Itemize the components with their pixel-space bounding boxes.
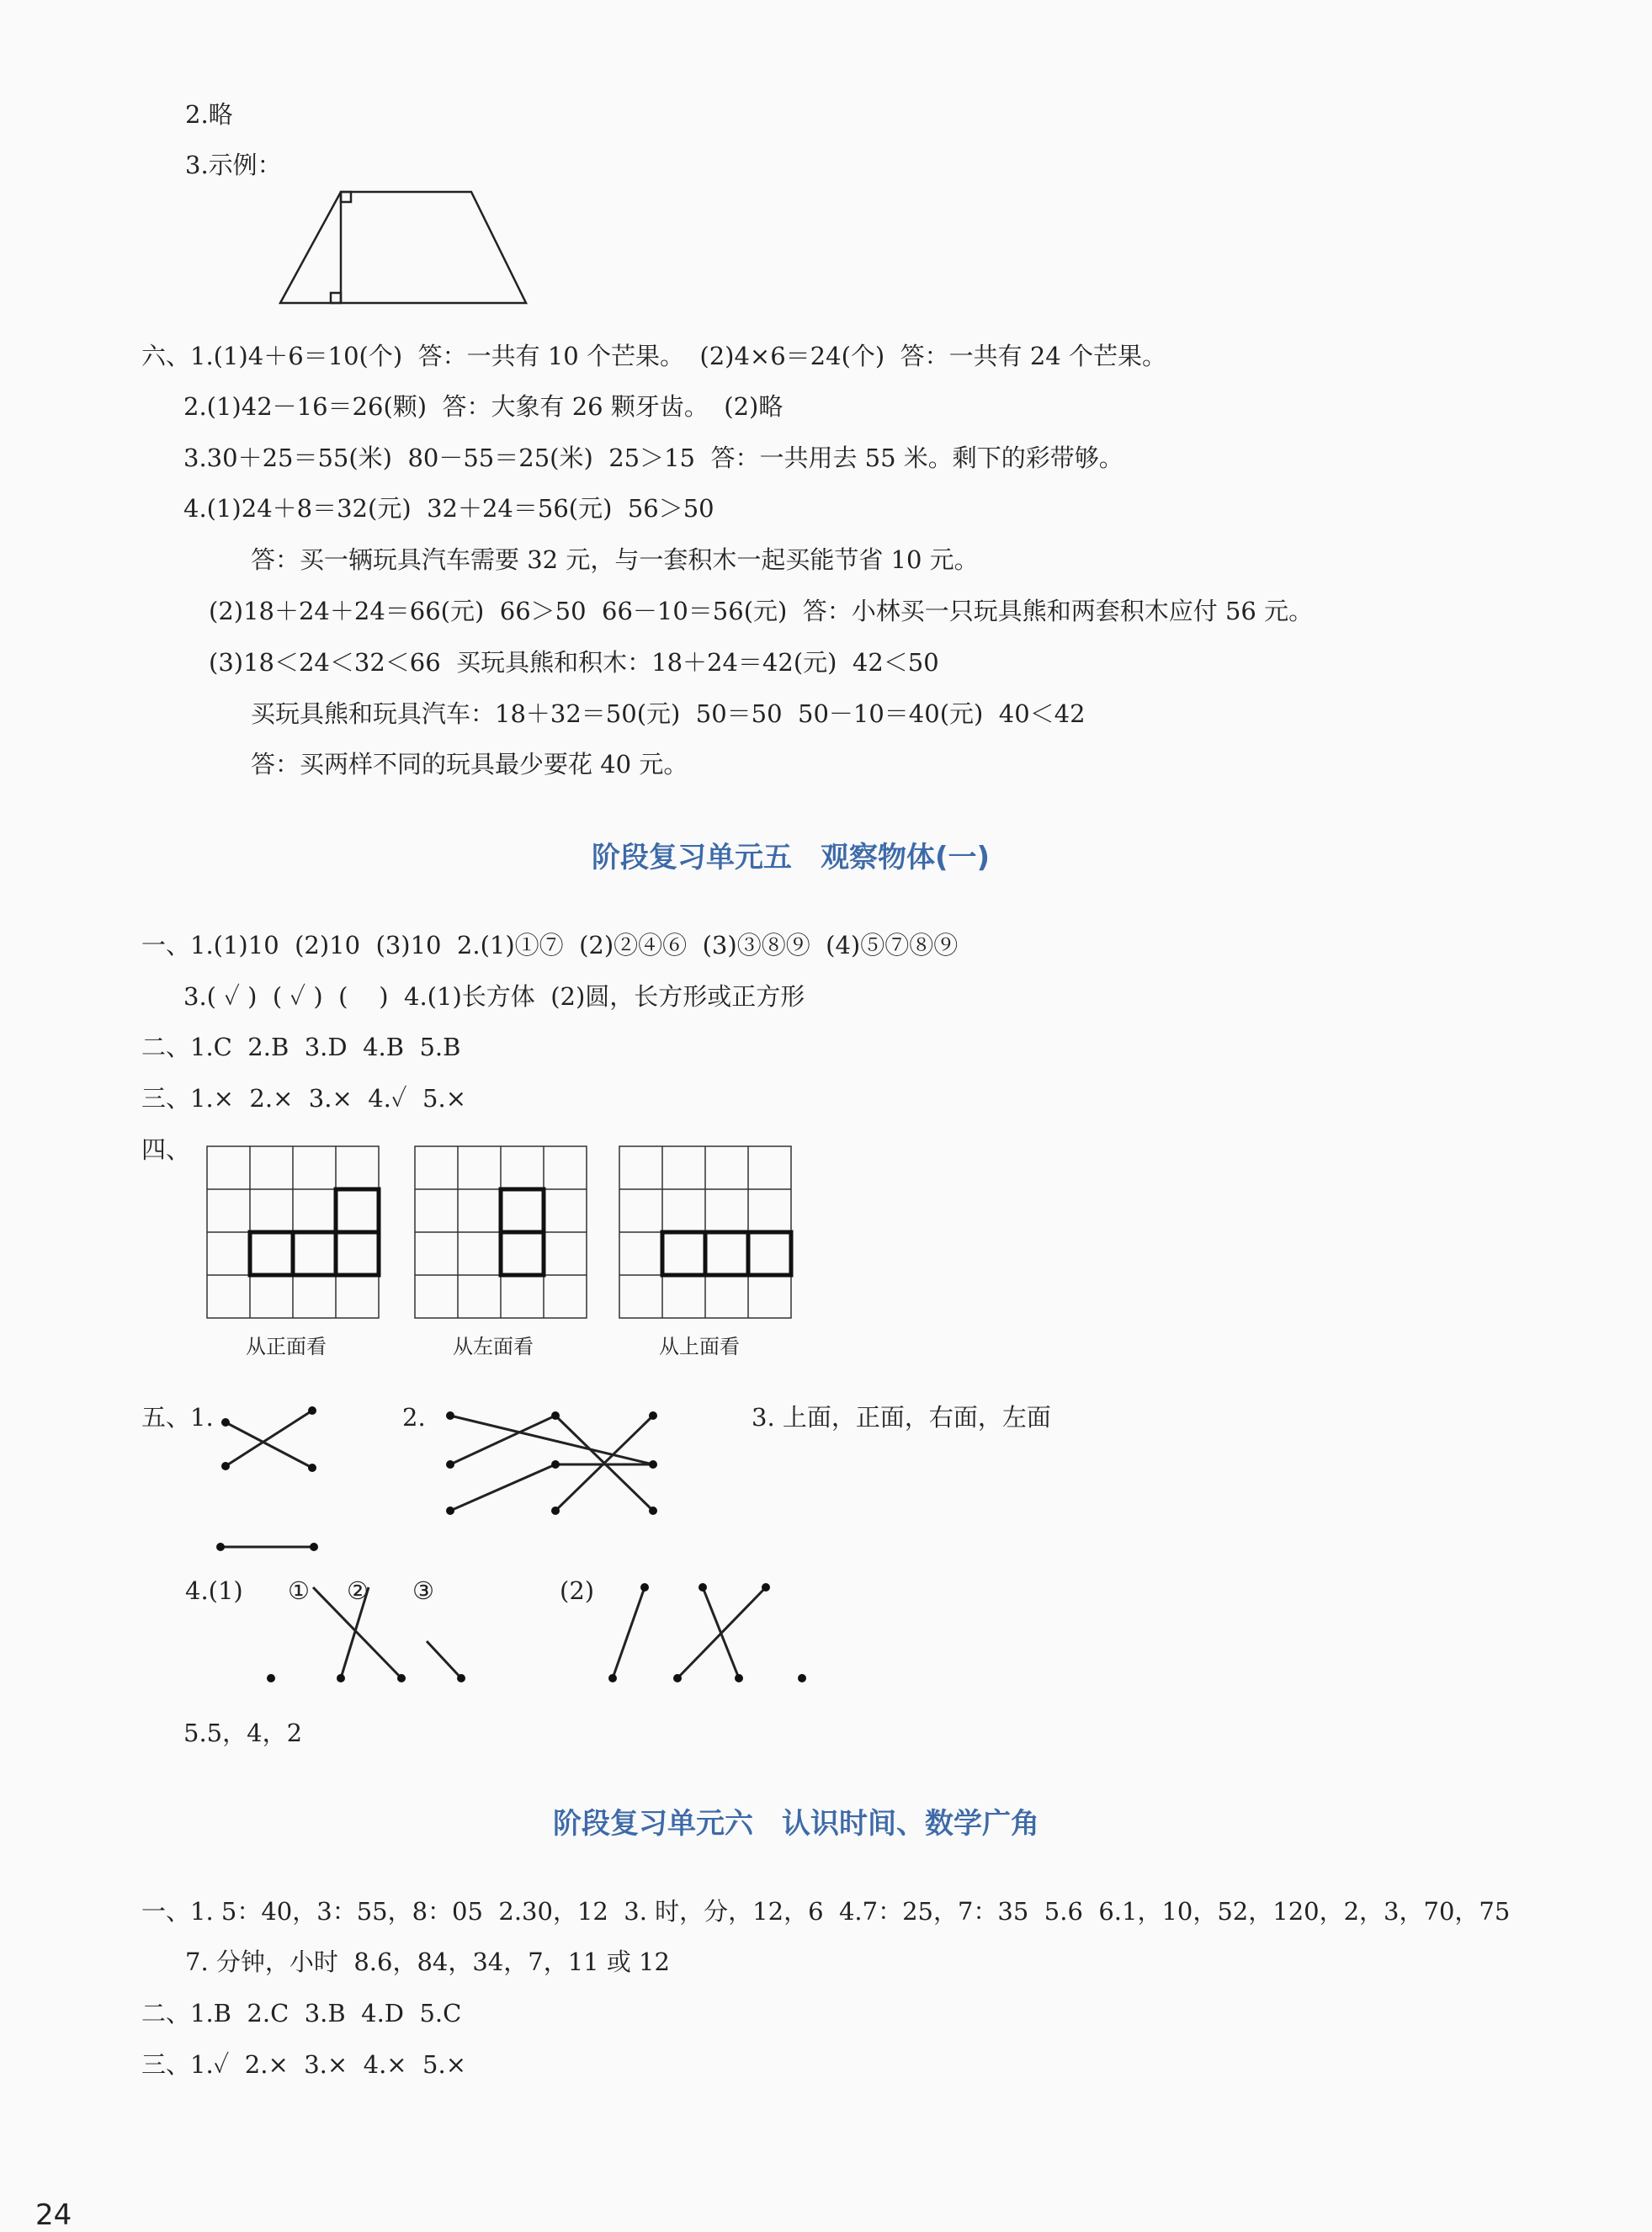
answer-line: 2.(1)42－16＝26(颗) 答：大象有 26 颗牙齿。 (2)略: [183, 392, 784, 421]
circled-number: ①: [288, 1576, 310, 1605]
answer-line: 六、1.(1)4＋6＝10(个) 答：一共有 10 个芒果。 (2)4×6＝24(个) 答：一共有 24 个芒果。: [141, 342, 1166, 370]
section-heading: 阶段复习单元六 认识时间、数学广角: [553, 1807, 1039, 1841]
view-caption: 从正面看: [246, 1335, 327, 1358]
answer-line: 答：买一辆玩具汽车需要 32 元，与一套积木一起买能节省 10 元。: [251, 545, 979, 574]
answer-line: 2.略: [185, 100, 233, 129]
answer-line: 五、1.: [141, 1403, 214, 1432]
answer-line: 二、1.B 2.C 3.B 4.D 5.C: [141, 1999, 462, 2027]
answer-line: 2.: [402, 1403, 426, 1432]
answer-line: 3.( ✓ ) ( ✓ ) ( ) 4.(1)长方体 (2)圆，长方形或正方形: [183, 982, 805, 1011]
answer-line: 7. 分钟，小时 8.6，84，34，7，11 或 12: [185, 1948, 670, 1976]
answer-line: 5.5，4，2: [183, 1719, 303, 1747]
answer-line: 3.示例：: [185, 151, 282, 179]
answer-line: 4.(1)24＋8＝32(元) 32＋24＝56(元) 56＞50: [183, 494, 714, 523]
answer-line: (3)18＜24＜32＜66 买玩具熊和积木：18＋24＝42(元) 42＜50: [209, 648, 939, 677]
answer-line: (2): [560, 1576, 595, 1605]
section-heading: 阶段复习单元五 观察物体(一): [592, 841, 991, 874]
answer-line: 一、1.(1)10 (2)10 (3)10 2.(1)①⑦ (2)②④⑥ (3)③⑧⑨ (4)⑤⑦⑧⑨: [141, 931, 959, 959]
answer-line: 二、1.C 2.B 3.D 4.B 5.B: [141, 1033, 461, 1061]
page-number: 24: [35, 2198, 72, 2232]
answer-line: 买玩具熊和玩具汽车：18＋32＝50(元) 50＝50 50－10＝40(元) 40＜42: [251, 699, 1086, 728]
answer-line: 答：买两样不同的玩具最少要花 40 元。: [251, 750, 688, 779]
circled-number: ②: [347, 1576, 369, 1605]
circled-number: ③: [412, 1576, 434, 1605]
answer-line: 3. 上面，正面，右面，左面: [752, 1403, 1051, 1432]
answer-line: 一、1. 5：40，3：55，8：05 2.30，12 3. 时，分，12，6 4.7：25，7：35 5.6 6.1，10，52，120，2，3，70，75: [141, 1897, 1511, 1926]
answer-line: 3.30＋25＝55(米) 80－55＝25(米) 25＞15 答：一共用去 55 米。剩下的彩带够。: [183, 444, 1123, 472]
answer-line: 4.(1): [185, 1576, 243, 1605]
answer-line: 四、: [141, 1135, 191, 1164]
view-caption: 从上面看: [659, 1335, 740, 1358]
answer-line: 三、1.× 2.× 3.× 4.✓ 5.×: [141, 1084, 466, 1113]
answer-line: (2)18＋24＋24＝66(元) 66＞50 66－10＝56(元) 答：小林买一只玩具熊和两套积木应付 56 元。: [209, 597, 1314, 625]
answer-line: 三、1.✓ 2.× 3.× 4.× 5.×: [141, 2050, 466, 2079]
view-caption: 从左面看: [453, 1335, 534, 1358]
